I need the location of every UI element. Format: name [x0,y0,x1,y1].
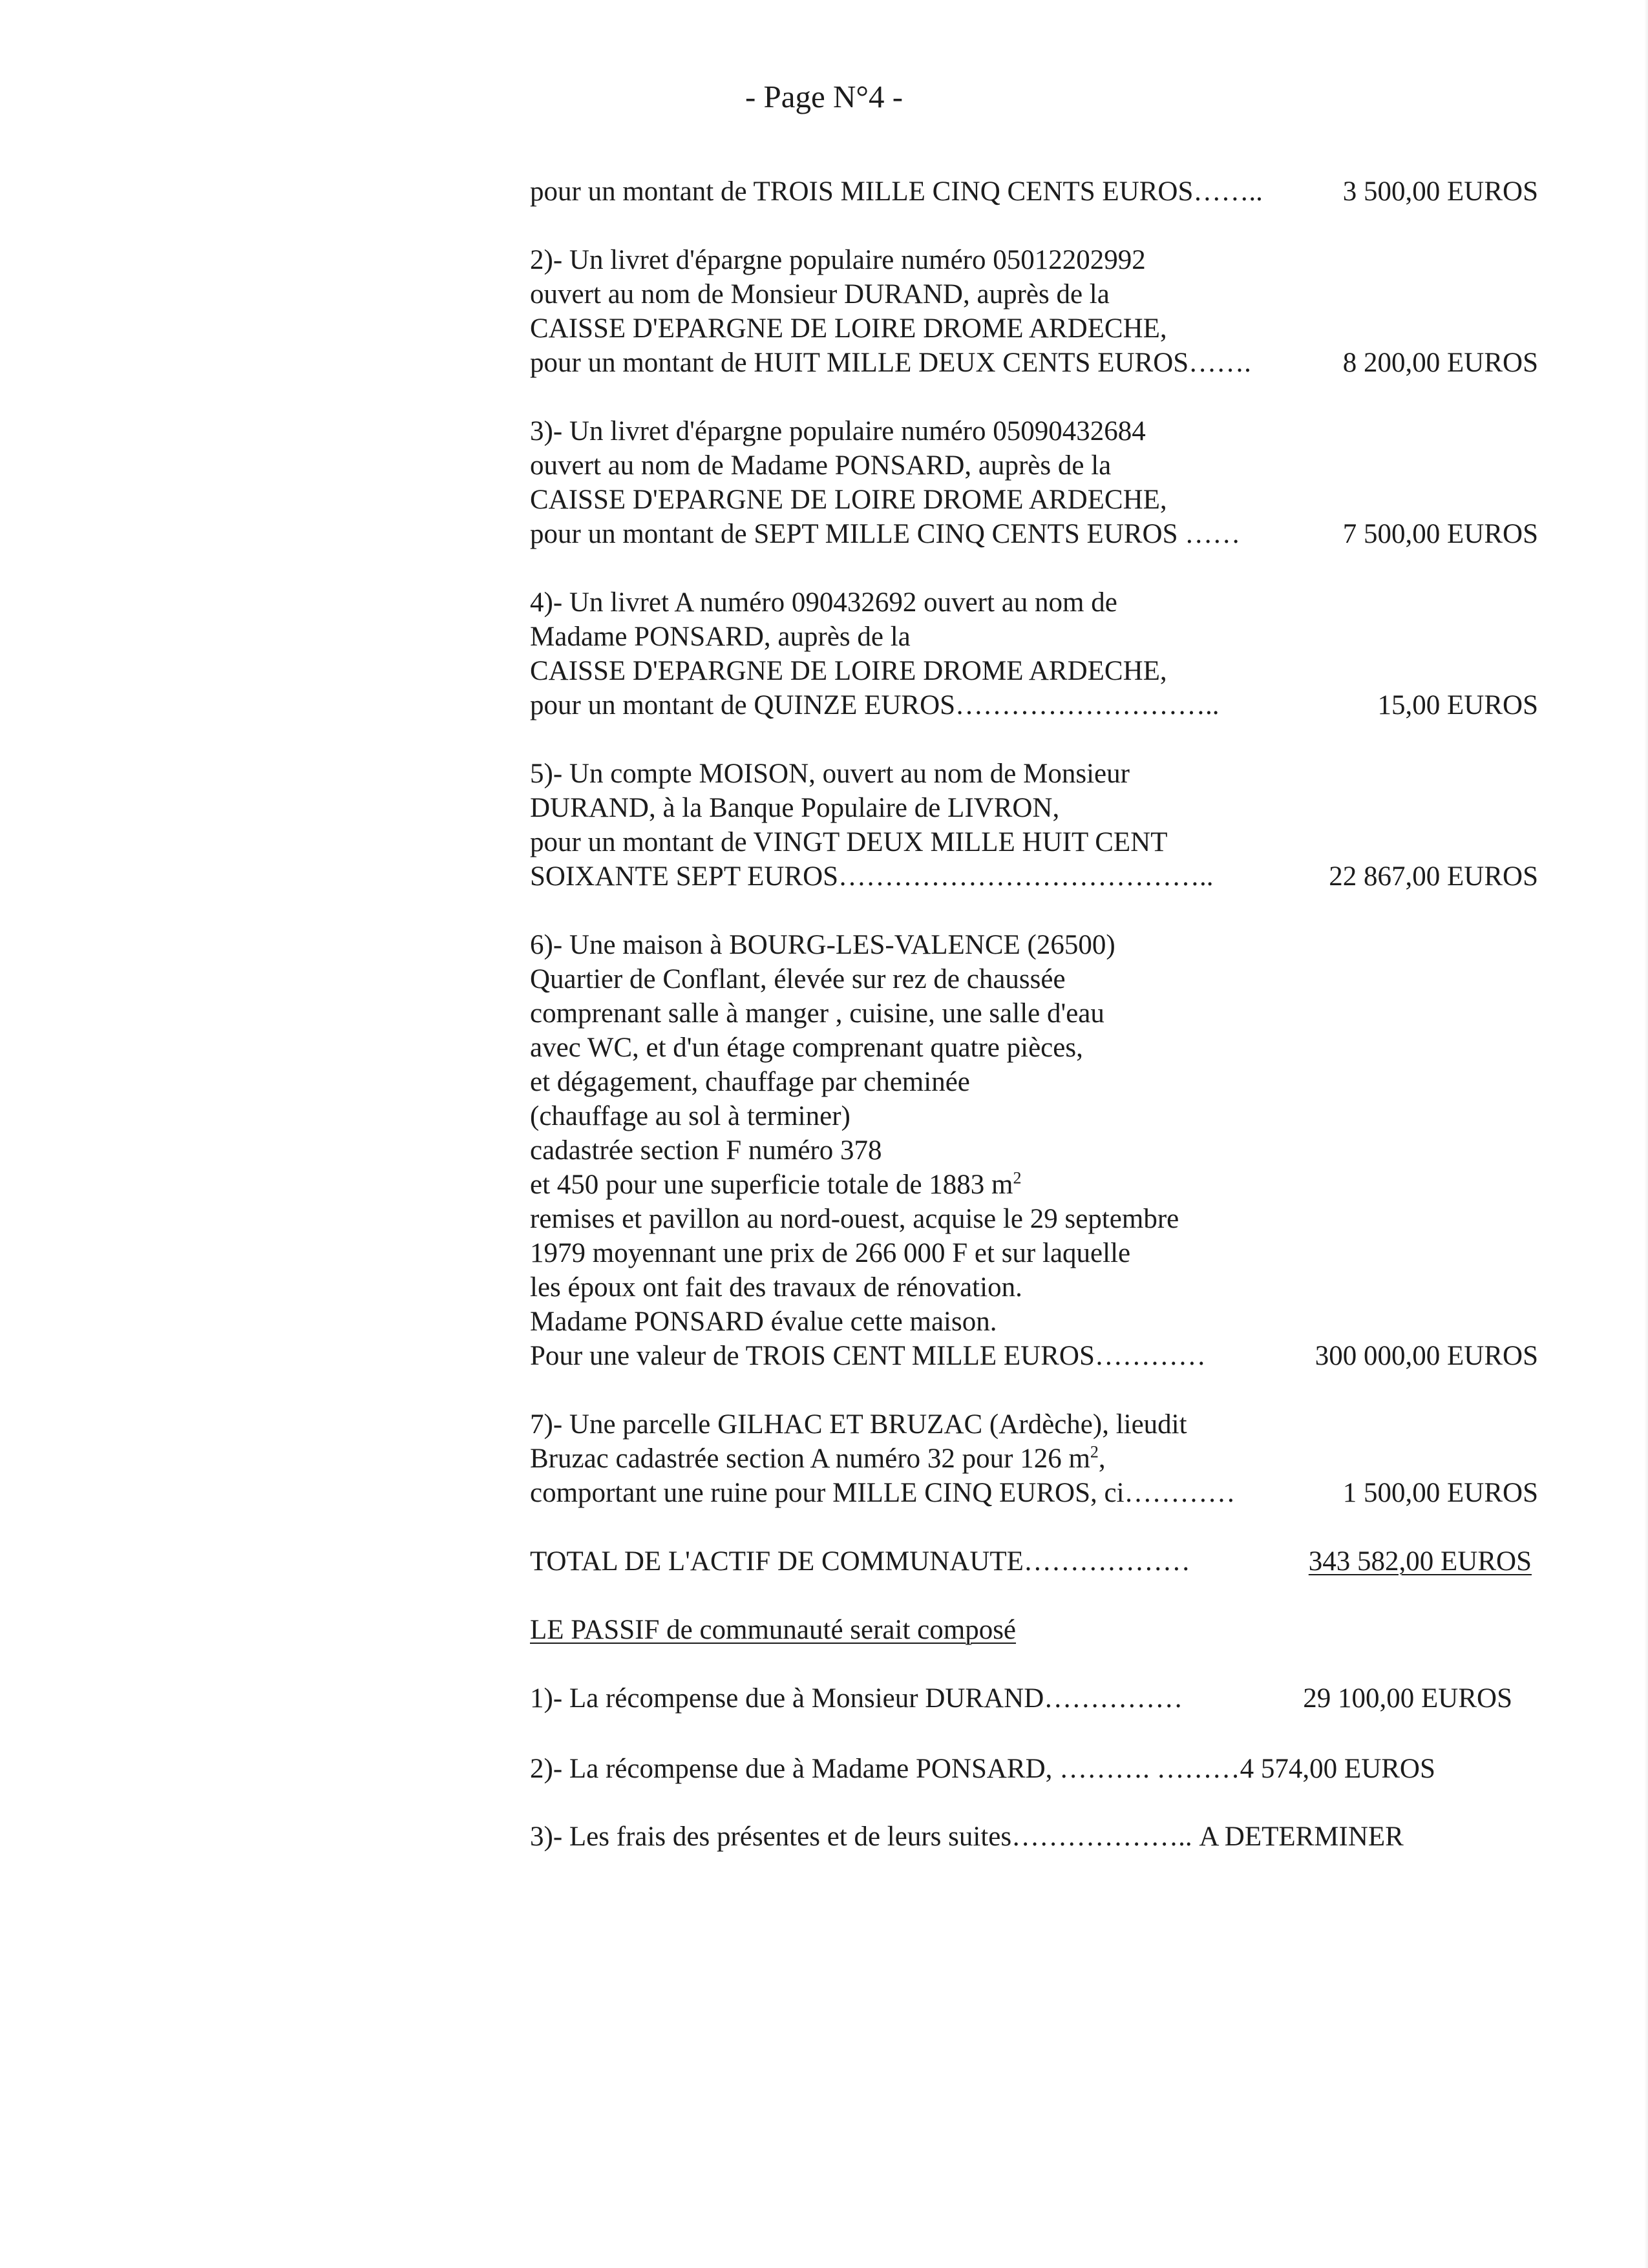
line-amount: 29 100,00 EUROS [1303,1683,1512,1714]
line-amount: 1 500,00 EUROS [1342,1478,1538,1508]
line-text: comportant une ruine pour MILLE CINQ EUROS, ci………… [530,1478,1236,1508]
passif-heading-line [530,1613,1538,1647]
item-3-line: 3)- Un livret d'épargne populaire numéro 05090432684 [530,416,1146,446]
item-5-amount-line [530,859,1538,894]
line-amount: 300 000,00 EUROS [1315,1341,1538,1371]
item-6-line: comprenant salle à manger , cuisine, une salle d'eau [530,998,1104,1029]
item-3-line: CAISSE D'EPARGNE DE LOIRE DROME ARDECHE, [530,485,1167,515]
total-actif-amount: 343 582,00 EUROS [1308,1546,1532,1577]
line-text: Pour une valeur de TROIS CENT MILLE EUROS………… [530,1341,1206,1371]
line-text: SOIXANTE SEPT EUROS………………………………….. [530,861,1214,892]
line-text: pour un montant de QUINZE EUROS……………………….. [530,690,1220,720]
item-7-line: 7)- Une parcelle GILHAC ET BRUZAC (Ardèche), lieudit [530,1409,1187,1440]
superscript-2: 2 [1013,1168,1022,1188]
item-4-amount-line [530,688,1538,722]
line-amount: A DETERMINER [1199,1822,1404,1852]
item-6-line: cadastrée section F numéro 378 [530,1135,882,1166]
item-4-line: CAISSE D'EPARGNE DE LOIRE DROME ARDECHE, [530,656,1167,686]
total-actif-label: TOTAL DE L'ACTIF DE COMMUNAUTE……………… [530,1546,1190,1577]
item-6-line: (chauffage au sol à terminer) [530,1101,850,1131]
line-amount: 8 200,00 EUROS [1342,348,1538,378]
item-4-line: 4)- Un livret A numéro 090432692 ouvert au nom de [530,587,1117,618]
passif-item [530,1752,1538,1786]
item-6-line: les époux ont fait des travaux de rénovation. [530,1272,1022,1303]
item-6-line: Quartier de Conflant, élevée sur rez de chaussée [530,964,1066,994]
item-2-amount-line [530,346,1538,380]
document-body [530,174,1538,1854]
item-2-line: ouvert au nom de Monsieur DURAND, auprès de la [530,279,1110,310]
item-6-line: Madame PONSARD évalue cette maison. [530,1307,997,1337]
item-6-line: et dégagement, chauffage par cheminée [530,1067,970,1097]
item-6-line: 6)- Une maison à BOURG-LES-VALENCE (26500) [530,930,1115,960]
item-7-amount-line [530,1476,1538,1510]
line-text: pour un montant de TROIS MILLE CINQ CENTS EUROS…….. [530,176,1263,207]
passif-item [530,1820,1538,1854]
passif-heading: LE PASSIF de communauté serait composé [530,1615,1017,1645]
line-amount: 22 867,00 EUROS [1329,861,1538,892]
passif-item [530,1681,1538,1716]
total-actif-line [530,1544,1538,1579]
item-3-amount-line [530,517,1538,551]
line-amount: 3 500,00 EUROS [1342,176,1538,207]
item-2-line: 2)- Un livret d'épargne populaire numéro 05012202992 [530,245,1146,275]
item-7-area-line: Bruzac cadastrée section A numéro 32 pour 126 $m^2$, [530,1442,1106,1474]
line-text: 3)- Les frais des présentes et de leurs suites……………….. [530,1822,1199,1852]
line-text: pour un montant de SEPT MILLE CINQ CENTS EUROS …… [530,519,1241,549]
item-3-line: ouvert au nom de Madame PONSARD, auprès de la [530,450,1112,481]
item-6-amount-line [530,1339,1538,1373]
item-5-line: pour un montant de VINGT DEUX MILLE HUIT CENT [530,827,1168,857]
item-5-line: 5)- Un compte MOISON, ouvert au nom de Monsieur [530,759,1130,789]
item-4-line: Madame PONSARD, auprès de la [530,622,911,652]
item-6-line: avec WC, et d'un étage comprenant quatre pièces, [530,1033,1083,1063]
line-text: pour un montant de HUIT MILLE DEUX CENTS EUROS……. [530,348,1251,378]
line-text: 2)- La récompense due à Madame PONSARD, ………. ……… [530,1754,1240,1784]
item-6-line: remises et pavillon au nord-ouest, acquise le 29 septembre [530,1204,1179,1234]
superscript-2: 2 [1090,1442,1099,1462]
item-6-area-line: et 450 pour une superficie totale de 1883 $m^2$ [530,1168,1022,1200]
item-5-line: DURAND, à la Banque Populaire de LIVRON, [530,793,1060,823]
scan-edge-shadow [1644,0,1648,2268]
page-number-header: - Page N°4 - [745,79,903,114]
item-2-line: CAISSE D'EPARGNE DE LOIRE DROME ARDECHE, [530,313,1167,344]
item-1-amount-line [530,174,1538,209]
line-amount: 4 574,00 EUROS [1240,1754,1435,1784]
line-text: 1)- La récompense due à Monsieur DURAND…………… [530,1683,1183,1714]
line-amount: 7 500,00 EUROS [1342,519,1538,549]
line-amount: 15,00 EUROS [1377,690,1538,720]
item-6-line: 1979 moyennant une prix de 266 000 F et sur laquelle [530,1238,1131,1268]
